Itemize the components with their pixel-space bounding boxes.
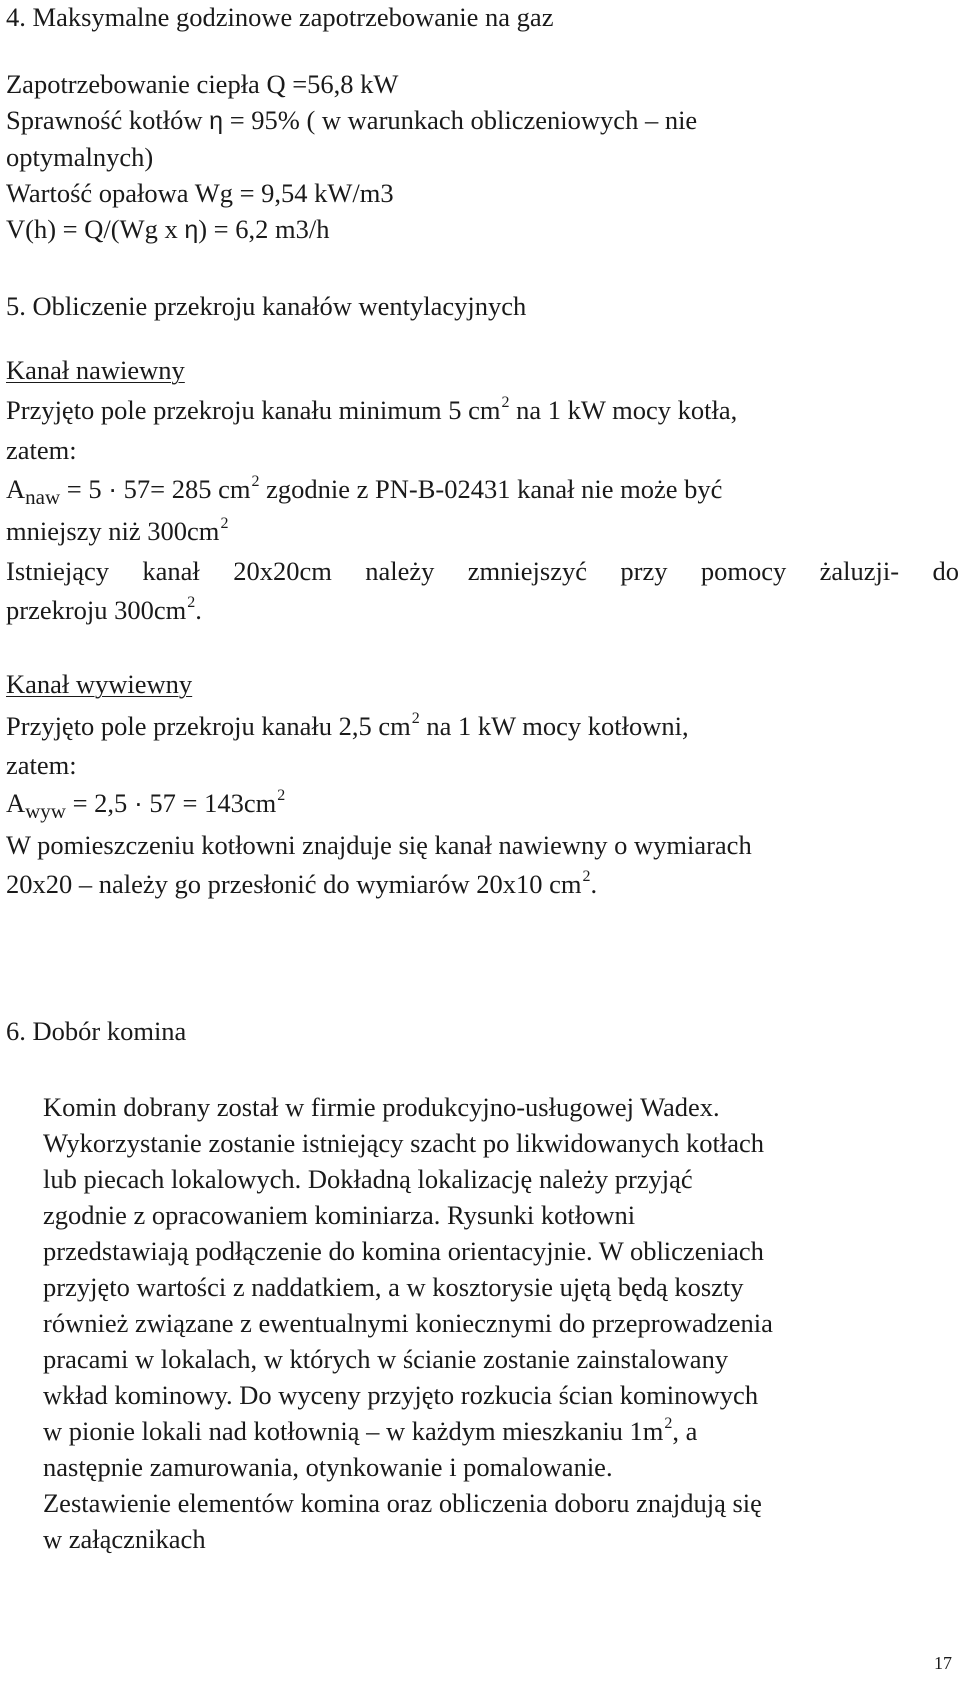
exhaust-duct-formula: $A_{wyw} = 2,5 \cdot 57 = 143cm^2$ (6, 787, 286, 823)
eta-symbol: η (209, 107, 224, 135)
chimney-paragraph-line: następnie zamurowania, otynkowanie i pomalowanie. (43, 1452, 613, 1482)
chimney-paragraph-line: w załącznikach (43, 1524, 206, 1554)
exhaust-duct-line-5: 20x20 – należy go przesłonić do wymiarów 20x10 $cm^2$. (6, 868, 598, 899)
section-5-heading: 5. Obliczenie przekroju kanałów wentylacyjnych (6, 291, 527, 321)
chimney-paragraph-line: Zestawienie elementów komina oraz obliczenia doboru znajdują się (43, 1488, 762, 1518)
chimney-paragraph-line: pracami w lokalach, w których w ścianie zostanie zainstalowany (43, 1344, 729, 1374)
supply-duct-line-2: zatem: (6, 435, 77, 465)
chimney-paragraph-line: przyjęto wartości z naddatkiem, a w kosztorysie ujętą będą koszty (43, 1272, 744, 1302)
chimney-paragraph-line: przedstawiają podłączenie do komina orientacyjnie. W obliczeniach (43, 1236, 764, 1266)
supply-duct-line-4: mniejszy niż $300cm^2$ (6, 515, 229, 546)
supply-duct-line-6: przekroju $300cm^2$. (6, 594, 202, 625)
calorific-value-line: Wartość opałowa Wg = 9,54 kW/m3 (6, 178, 394, 208)
heat-demand-line: Zapotrzebowanie ciepła Q =56,8 kW (6, 69, 399, 99)
exhaust-duct-line-4: W pomieszczeniu kotłowni znajduje się kanał nawiewny o wymiarach (6, 830, 752, 860)
supply-duct-formula: $A_{naw} = 5 \cdot 57= 285$ $cm^2$ zgodnie z PN-B-02431 kanał nie może być (6, 473, 723, 509)
boiler-efficiency-line: Sprawność kotłów η = 95% ( w warunkach obliczeniowych – nie (6, 105, 698, 135)
section-6-heading: 6. Dobór komina (6, 1016, 187, 1046)
gas-volume-line: V(h) = Q/(Wg x η) = 6,2 m3/h (6, 214, 330, 244)
exhaust-duct-line-1: Przyjęto pole przekroju kanału 2,5 $cm^2$ na 1 kW mocy kotłowni, (6, 710, 689, 741)
chimney-paragraph-line: wkład kominowy. Do wyceny przyjęto rozkucia ścian kominowych (43, 1380, 759, 1410)
chimney-paragraph-line: zgodnie z opracowaniem kominiarza. Rysunki kotłowni (43, 1200, 636, 1230)
exhaust-duct-title: Kanał wywiewny (6, 669, 193, 699)
chimney-paragraph-line: w pionie lokali nad kotłownią – w każdym mieszkaniu $1m^2$, a (43, 1415, 698, 1446)
boiler-efficiency-line-cont: optymalnych) (6, 142, 154, 172)
chimney-paragraph-line: Wykorzystanie zostanie istniejący szacht po likwidowanych kotłach (43, 1128, 765, 1158)
page-number: 17 (934, 1653, 952, 1673)
section-4-heading: 4. Maksymalne godzinowe zapotrzebowanie na gaz (6, 2, 554, 32)
supply-duct-line-1: Przyjęto pole przekroju kanału minimum 5 $cm^2$ na 1 kW mocy kotła, (6, 394, 738, 425)
exhaust-duct-line-2: zatem: (6, 750, 77, 780)
supply-duct-line-5: Istniejący kanał 20x20cm należy zmniejszyć przy pomocy żaluzji- do (6, 556, 959, 586)
chimney-paragraph-line: Komin dobrany został w firmie produkcyjno-usługowej Wadex. (43, 1092, 720, 1122)
chimney-paragraph-line: lub piecach lokalowych. Dokładną lokalizację należy przyjąć (43, 1164, 693, 1194)
supply-duct-title: Kanał nawiewny (6, 355, 185, 385)
eta-symbol: η (184, 216, 199, 244)
chimney-paragraph-line: również związane z ewentualnymi koniecznymi do przeprowadzenia (43, 1308, 773, 1338)
